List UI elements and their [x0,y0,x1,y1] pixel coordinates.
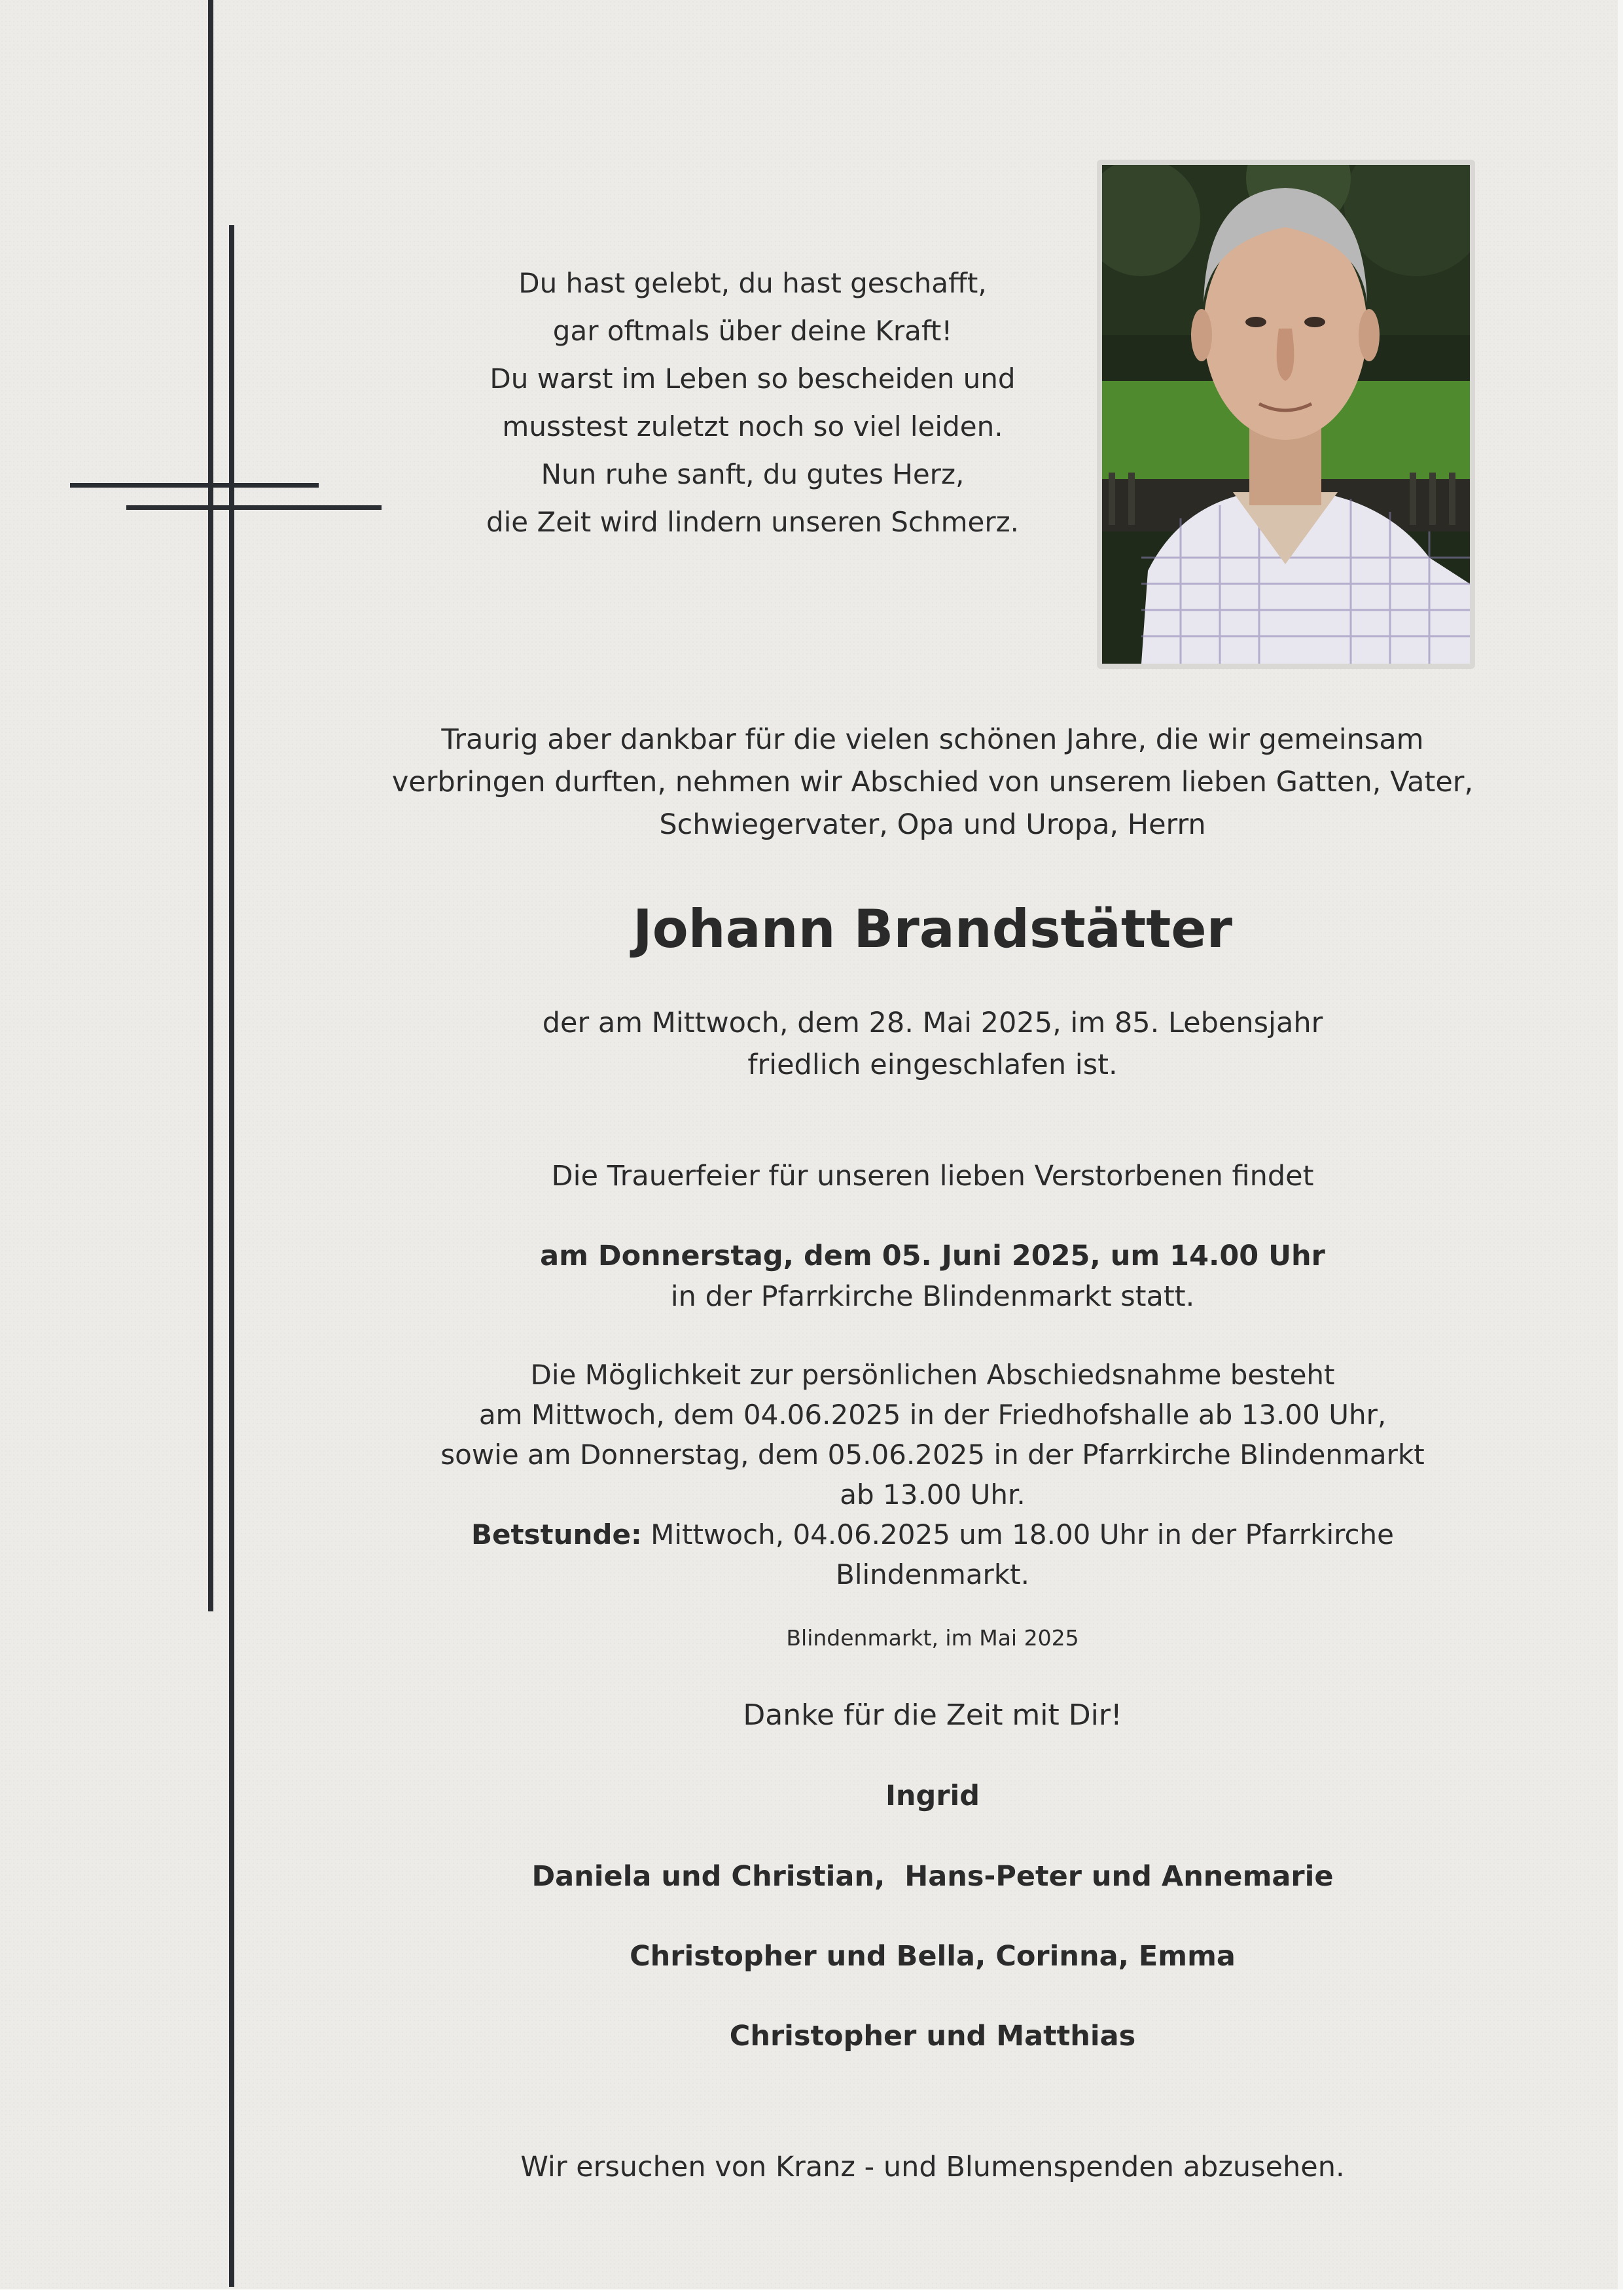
page-edge-right [1618,0,1623,2296]
deceased-name: Johann Brandstätter [632,899,1233,960]
family-line: Christopher und Bella, Corinna, Emma [630,1940,1236,1973]
ceremony-date-text: am Donnerstag, dem 05. Juni 2025, um 14.00 Uhr [540,1240,1325,1272]
poem-line: Du warst im Leben so bescheiden und [490,363,1016,395]
cross-vertical-line-right [229,225,234,2287]
intro-line: verbringen durften, nehmen wir Abschied von unserem lieben Gatten, Vater, [391,766,1474,798]
ceremony-date [458,1236,1407,1276]
portrait-photo [1097,160,1475,669]
ceremony-intro: Die Trauerfeier für unseren lieben Verstorbenen findet [551,1160,1314,1193]
farewell-line: Die Möglichkeit zur persönlichen Abschiedsnahme besteht [530,1359,1335,1391]
prayer-label: Betstunde: [471,1518,642,1551]
poem-line: gar oftmals über deine Kraft! [552,315,953,347]
farewell-line: sowie am Donnerstag, dem 05.06.2025 in der Pfarrkirche Blindenmarkt [440,1439,1425,1471]
poem-line: die Zeit wird lindern unseren Schmerz. [486,506,1020,538]
prayer-line [393,1515,1472,1554]
intro-line: Schwiegervater, Opa und Uropa, Herrn [659,808,1206,841]
farewell-line: am Mittwoch, dem 04.06.2025 in der Friedhofshalle ab 13.00 Uhr, [478,1399,1387,1431]
announcement-intro [366,719,1499,846]
poem-line: musstest zuletzt noch so viel leiden. [502,410,1003,442]
family-line: Christopher und Matthias [729,2020,1136,2053]
portrait-image [1102,165,1470,664]
poem-line: Nun ruhe sanft, du gutes Herz, [541,458,965,490]
thanks-line: Danke für die Zeit mit Dir! [743,1698,1122,1732]
prayer-text: Mittwoch, 04.06.2025 um 18.00 Uhr in der Pfarrkirche [641,1518,1395,1551]
ceremony-place: in der Pfarrkirche Blindenmarkt statt. [670,1280,1195,1313]
page-edge-bottom [0,2289,1623,2296]
farewell-line: ab 13.00 Uhr. [840,1479,1026,1511]
intro-line: Traurig aber dankbar für die vielen schönen Jahre, die wir gemeinsam [441,723,1424,756]
prayer-line-2: Blindenmarkt. [836,1558,1029,1590]
death-line: friedlich eingeschlafen ist. [747,1049,1118,1081]
cross-horizontal-line-upper [70,483,319,488]
memorial-poem [458,259,1047,546]
place-date: Blindenmarkt, im Mai 2025 [786,1625,1079,1651]
death-details [458,1002,1407,1086]
closing-note: Wir ersuchen von Kranz - und Blumenspenden abzusehen. [520,2151,1345,2183]
family-line: Daniela und Christian, Hans-Peter und Annemarie [531,1860,1334,1893]
family-line: Ingrid [885,1780,980,1812]
cross-vertical-line-left [208,0,213,1611]
ceremony-details [458,1236,1407,1317]
cross-horizontal-line-lower [126,505,382,510]
farewell-details [393,1355,1472,1594]
death-line: der am Mittwoch, dem 28. Mai 2025, im 85. Lebensjahr [542,1007,1323,1039]
poem-line: Du hast gelebt, du hast geschafft, [518,267,987,299]
